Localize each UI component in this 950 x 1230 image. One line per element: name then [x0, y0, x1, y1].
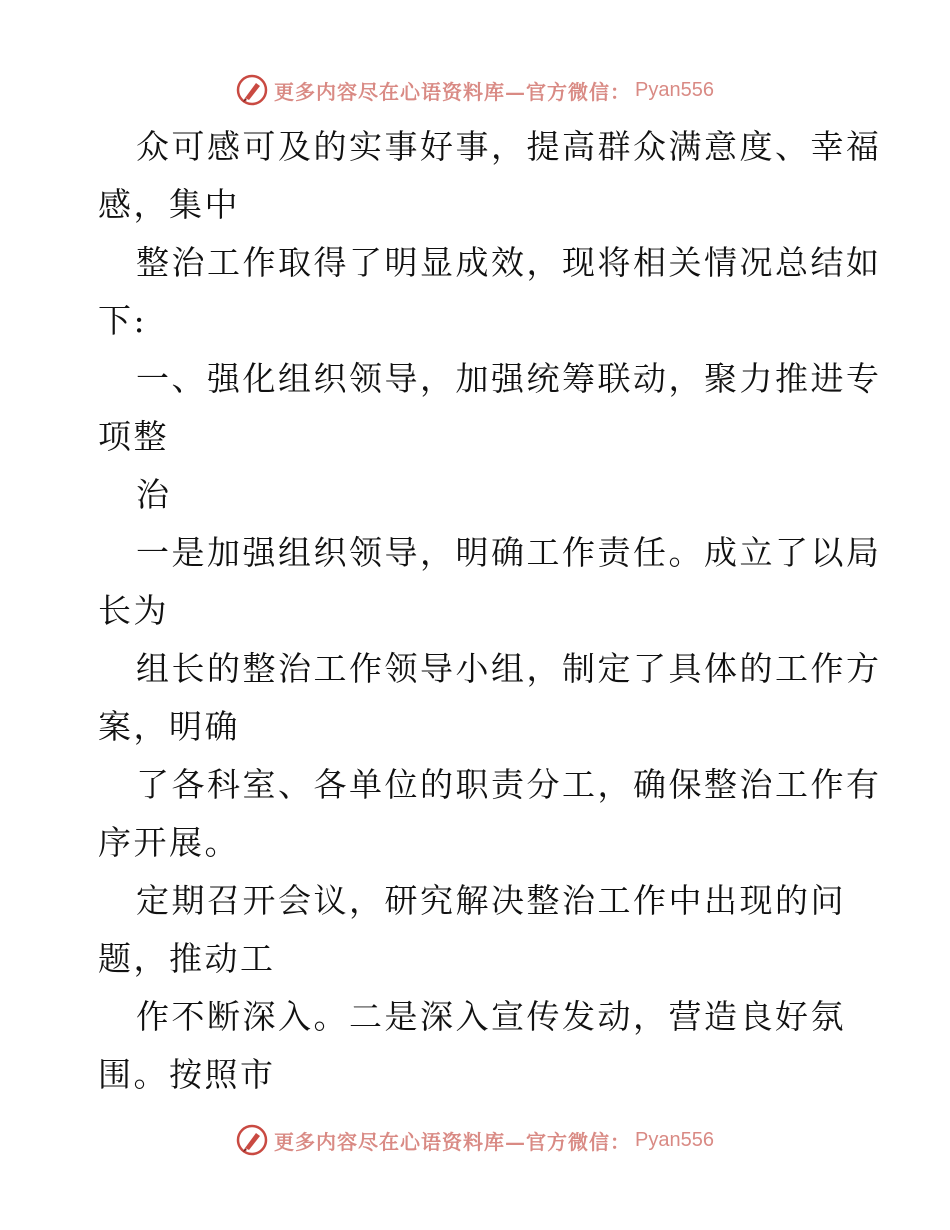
footer-watermark [0, 1120, 950, 1160]
watermark-id: Pyan556 [635, 78, 714, 101]
text-line: 围。按照市 [98, 1055, 276, 1094]
pen-logo-icon [236, 74, 268, 106]
pen-logo-icon [236, 1124, 268, 1156]
section-heading: 一、强化组织领导，加强统筹联动，聚力推进专 [136, 359, 882, 398]
section-heading: 项整 [98, 417, 169, 456]
watermark-text: 更多内容尽在心语资料库—官方微信： [274, 1129, 632, 1154]
watermark-text: 更多内容尽在心语资料库—官方微信： [274, 79, 632, 104]
document-body [98, 118, 882, 1104]
section-heading: 治 [136, 475, 172, 514]
text-line: 序开展。 [98, 823, 240, 862]
text-line: 题，推动工 [98, 939, 276, 978]
watermark-id: Pyan556 [635, 1128, 714, 1151]
text-line: 众可感可及的实事好事，提高群众满意度、幸福 [136, 127, 882, 166]
text-line: 感，集中 [98, 185, 240, 224]
text-line: 定期召开会议，研究解决整治工作中出现的问 [136, 881, 846, 920]
text-line: 长为 [98, 591, 169, 630]
text-line: 了各科室、各单位的职责分工，确保整治工作有 [136, 765, 882, 804]
text-line: 组长的整治工作领导小组，制定了具体的工作方 [136, 649, 882, 688]
text-line: 作不断深入。二是深入宣传发动，营造良好氛 [136, 997, 846, 1036]
text-line: 整治工作取得了明显成效，现将相关情况总结如 [136, 243, 882, 282]
header-watermark [0, 70, 950, 110]
text-line: 下: [98, 301, 148, 340]
text-line: 一是加强组织领导，明确工作责任。成立了以局 [136, 533, 882, 572]
text-line: 案，明确 [98, 707, 240, 746]
